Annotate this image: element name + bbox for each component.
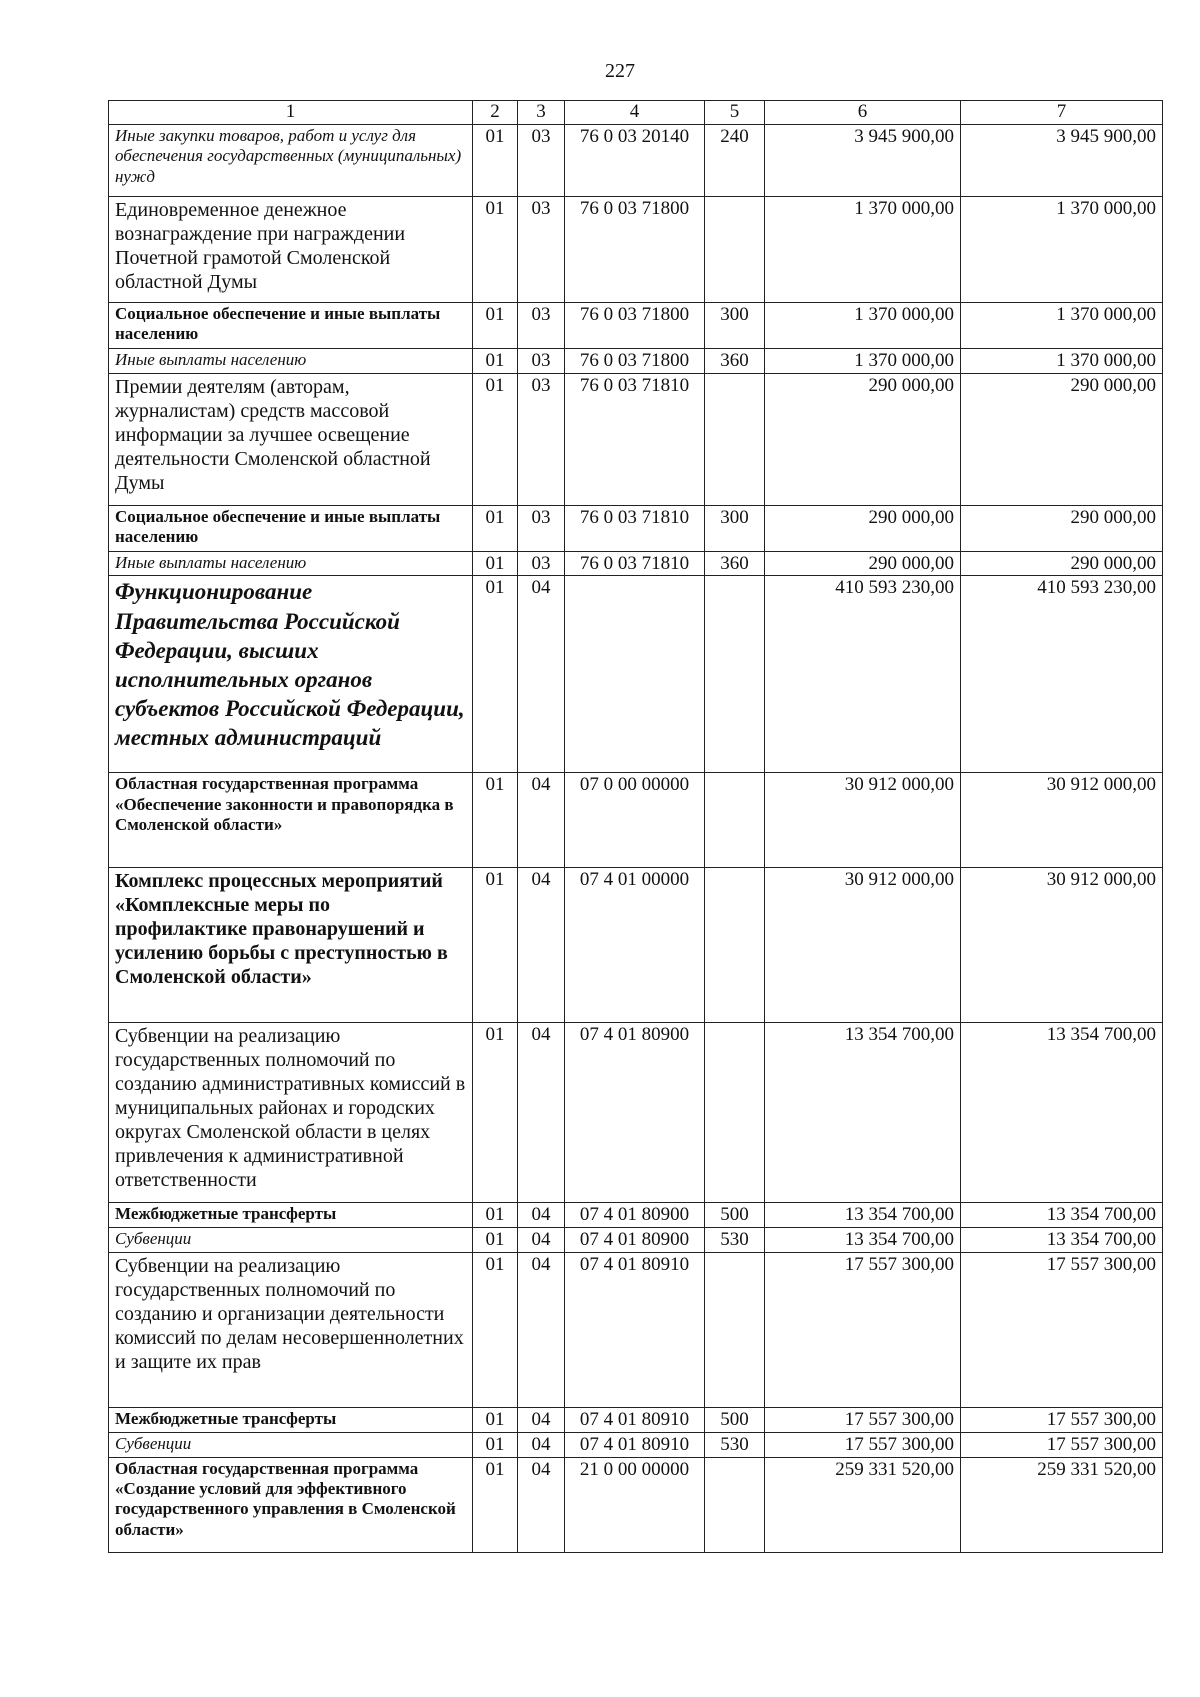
row-subsection-code: 04	[518, 1432, 565, 1457]
row-target-article: 07 4 01 00000	[565, 868, 705, 1023]
row-name: Областная государственная программа «Обеспечение законности и правопорядка в Смоленской области»	[109, 773, 473, 868]
row-amount-year-1: 410 593 230,00	[765, 576, 961, 773]
row-amount-year-1: 13 354 700,00	[765, 1023, 961, 1203]
row-amount-year-1: 17 557 300,00	[765, 1407, 961, 1432]
row-subsection-code: 04	[518, 868, 565, 1023]
row-name: Функционирование Правительства Российской Федерации, высших исполнительных органов субъектов Российской Федерации, местных администраций	[109, 576, 473, 773]
row-amount-year-2: 17 557 300,00	[961, 1432, 1163, 1457]
header-col-1: 1	[109, 101, 473, 125]
row-amount-year-2: 1 370 000,00	[961, 196, 1163, 302]
row-amount-year-2: 290 000,00	[961, 505, 1163, 551]
row-target-article	[565, 576, 705, 773]
row-target-article: 76 0 03 71800	[565, 196, 705, 302]
row-subsection-code: 04	[518, 1252, 565, 1407]
row-name: Иные выплаты населению	[109, 551, 473, 576]
row-target-article: 07 4 01 80910	[565, 1407, 705, 1432]
row-amount-year-2: 3 945 900,00	[961, 124, 1163, 196]
row-expense-type: 360	[705, 348, 765, 373]
row-expense-type	[705, 868, 765, 1023]
table-row	[109, 1432, 1163, 1457]
row-amount-year-2: 13 354 700,00	[961, 1228, 1163, 1253]
row-section-code: 01	[473, 1023, 518, 1203]
row-amount-year-2: 259 331 520,00	[961, 1457, 1163, 1552]
table-row	[109, 1023, 1163, 1203]
row-target-article: 76 0 03 71800	[565, 302, 705, 348]
row-section-code: 01	[473, 1457, 518, 1552]
table-row	[109, 1252, 1163, 1407]
row-section-code: 01	[473, 1203, 518, 1228]
row-subsection-code: 04	[518, 576, 565, 773]
row-amount-year-1: 1 370 000,00	[765, 302, 961, 348]
row-target-article: 76 0 03 71800	[565, 348, 705, 373]
row-expense-type	[705, 1023, 765, 1203]
row-target-article: 76 0 03 71810	[565, 551, 705, 576]
row-amount-year-2: 30 912 000,00	[961, 773, 1163, 868]
row-name: Иные закупки товаров, работ и услуг для обеспечения государственных (муниципальных) нужд	[109, 124, 473, 196]
row-subsection-code: 04	[518, 1407, 565, 1432]
row-subsection-code: 03	[518, 302, 565, 348]
row-expense-type	[705, 773, 765, 868]
table-row	[109, 348, 1163, 373]
row-section-code: 01	[473, 196, 518, 302]
row-name: Премии деятелям (авторам, журналистам) средств массовой информации за лучшее освещение деятельности Смоленской областной Думы	[109, 373, 473, 505]
row-amount-year-2: 1 370 000,00	[961, 302, 1163, 348]
row-expense-type: 530	[705, 1432, 765, 1457]
row-target-article: 76 0 03 71810	[565, 373, 705, 505]
row-amount-year-1: 3 945 900,00	[765, 124, 961, 196]
row-target-article: 07 4 01 80900	[565, 1228, 705, 1253]
row-target-article: 76 0 03 20140	[565, 124, 705, 196]
row-amount-year-1: 290 000,00	[765, 373, 961, 505]
row-section-code: 01	[473, 1407, 518, 1432]
header-col-2: 2	[473, 101, 518, 125]
row-expense-type: 300	[705, 505, 765, 551]
row-section-code: 01	[473, 505, 518, 551]
row-amount-year-1: 30 912 000,00	[765, 773, 961, 868]
row-amount-year-2: 290 000,00	[961, 551, 1163, 576]
table-row	[109, 196, 1163, 302]
row-name: Социальное обеспечение и иные выплаты населению	[109, 302, 473, 348]
row-subsection-code: 03	[518, 124, 565, 196]
row-name: Субвенции	[109, 1228, 473, 1253]
row-name: Комплекс процессных мероприятий «Комплексные меры по профилактике правонарушений и усилению борьбы с преступностью в Смоленской области»	[109, 868, 473, 1023]
row-subsection-code: 04	[518, 1457, 565, 1552]
row-section-code: 01	[473, 868, 518, 1023]
row-amount-year-2: 410 593 230,00	[961, 576, 1163, 773]
row-section-code: 01	[473, 551, 518, 576]
row-amount-year-1: 17 557 300,00	[765, 1432, 961, 1457]
row-expense-type: 300	[705, 302, 765, 348]
row-expense-type: 240	[705, 124, 765, 196]
row-target-article: 76 0 03 71810	[565, 505, 705, 551]
row-amount-year-2: 1 370 000,00	[961, 348, 1163, 373]
row-subsection-code: 04	[518, 1023, 565, 1203]
row-amount-year-2: 13 354 700,00	[961, 1023, 1163, 1203]
table-row	[109, 551, 1163, 576]
row-expense-type	[705, 373, 765, 505]
row-amount-year-1: 1 370 000,00	[765, 348, 961, 373]
row-expense-type	[705, 1457, 765, 1552]
row-name: Межбюджетные трансферты	[109, 1407, 473, 1432]
row-section-code: 01	[473, 1228, 518, 1253]
row-subsection-code: 04	[518, 1228, 565, 1253]
row-section-code: 01	[473, 1252, 518, 1407]
row-subsection-code: 03	[518, 196, 565, 302]
row-expense-type: 360	[705, 551, 765, 576]
header-col-4: 4	[565, 101, 705, 125]
row-name: Иные выплаты населению	[109, 348, 473, 373]
table-row	[109, 576, 1163, 773]
row-expense-type	[705, 196, 765, 302]
table-row	[109, 1203, 1163, 1228]
row-name: Областная государственная программа «Создание условий для эффективного государственного управления в Смоленской области»	[109, 1457, 473, 1552]
row-target-article: 21 0 00 00000	[565, 1457, 705, 1552]
row-amount-year-2: 13 354 700,00	[961, 1203, 1163, 1228]
row-amount-year-1: 290 000,00	[765, 551, 961, 576]
row-section-code: 01	[473, 302, 518, 348]
row-amount-year-2: 17 557 300,00	[961, 1252, 1163, 1407]
table-row	[109, 1457, 1163, 1552]
table-row	[109, 868, 1163, 1023]
header-col-3: 3	[518, 101, 565, 125]
row-section-code: 01	[473, 576, 518, 773]
table-row	[109, 505, 1163, 551]
row-section-code: 01	[473, 1432, 518, 1457]
row-amount-year-2: 30 912 000,00	[961, 868, 1163, 1023]
row-amount-year-1: 259 331 520,00	[765, 1457, 961, 1552]
row-subsection-code: 04	[518, 773, 565, 868]
row-name: Субвенции	[109, 1432, 473, 1457]
row-section-code: 01	[473, 348, 518, 373]
row-amount-year-1: 30 912 000,00	[765, 868, 961, 1023]
row-expense-type: 500	[705, 1407, 765, 1432]
row-amount-year-1: 17 557 300,00	[765, 1252, 961, 1407]
row-target-article: 07 0 00 00000	[565, 773, 705, 868]
header-col-7: 7	[961, 101, 1163, 125]
budget-table	[108, 100, 1163, 1553]
row-section-code: 01	[473, 773, 518, 868]
row-name: Субвенции на реализацию государственных полномочий по созданию административных комиссий в муниципальных районах и городских округах Смоленской области в целях привлечения к административной ответственности	[109, 1023, 473, 1203]
header-col-5: 5	[705, 101, 765, 125]
page-number: 227	[605, 60, 635, 82]
row-expense-type	[705, 576, 765, 773]
table-row	[109, 1407, 1163, 1432]
header-col-6: 6	[765, 101, 961, 125]
row-name: Социальное обеспечение и иные выплаты населению	[109, 505, 473, 551]
row-name: Субвенции на реализацию государственных полномочий по созданию и организации деятельности комиссий по делам несовершеннолетних и защите их прав	[109, 1252, 473, 1407]
table-row	[109, 124, 1163, 196]
row-subsection-code: 04	[518, 1203, 565, 1228]
row-amount-year-1: 13 354 700,00	[765, 1203, 961, 1228]
row-expense-type: 500	[705, 1203, 765, 1228]
row-target-article: 07 4 01 80900	[565, 1203, 705, 1228]
row-amount-year-1: 290 000,00	[765, 505, 961, 551]
row-amount-year-1: 1 370 000,00	[765, 196, 961, 302]
row-section-code: 01	[473, 124, 518, 196]
row-expense-type	[705, 1252, 765, 1407]
row-amount-year-1: 13 354 700,00	[765, 1228, 961, 1253]
row-target-article: 07 4 01 80910	[565, 1432, 705, 1457]
header-row	[109, 101, 1163, 125]
row-subsection-code: 03	[518, 505, 565, 551]
row-subsection-code: 03	[518, 348, 565, 373]
row-subsection-code: 03	[518, 373, 565, 505]
table-row	[109, 773, 1163, 868]
row-section-code: 01	[473, 373, 518, 505]
row-amount-year-2: 17 557 300,00	[961, 1407, 1163, 1432]
row-expense-type: 530	[705, 1228, 765, 1253]
row-target-article: 07 4 01 80910	[565, 1252, 705, 1407]
row-name: Межбюджетные трансферты	[109, 1203, 473, 1228]
row-subsection-code: 03	[518, 551, 565, 576]
table-row	[109, 1228, 1163, 1253]
table-row	[109, 302, 1163, 348]
row-target-article: 07 4 01 80900	[565, 1023, 705, 1203]
row-amount-year-2: 290 000,00	[961, 373, 1163, 505]
row-name: Единовременное денежное вознаграждение при награждении Почетной грамотой Смоленской областной Думы	[109, 196, 473, 302]
table-row	[109, 373, 1163, 505]
